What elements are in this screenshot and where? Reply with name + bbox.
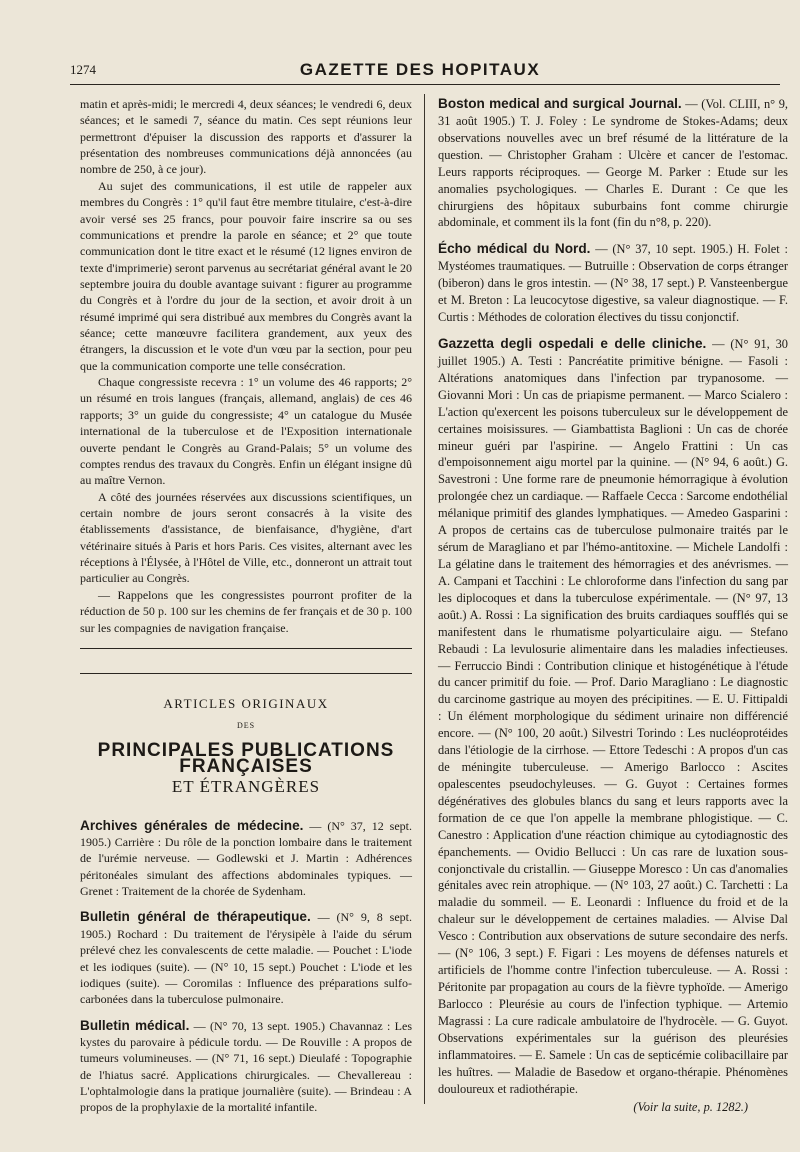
section-end-rule xyxy=(80,648,412,649)
publication-entry xyxy=(438,336,788,1097)
publication-entry xyxy=(80,1018,412,1116)
paragraph: Au sujet des communications, il est utile de rappeler aux membres du Congrès : 1° qu'il faut être membre titulaire, c'est-à-dire avoir versé ses 25 francs, pour pouvoir faire inscrire sa ou ses communications et prendre la parole en séance; et 2° que toute communication dont le titre exact et le résumé (12 lignes environ de texte d'imprimerie) seront parvenus au secrétariat général avant le 20 septembre jouira du double avantage suivant : figurer au programme du Congrès et à l'ordre du jour de la section, et avoir droit à un résumé imprimé qui sera distribué aux membres du Congrès avant la séance; cette manœuvre facilitera grandement, aux yeux des étrangers, la discussion et le vote d'un vœu par la section, pour peu que la communication comporte une telle consécration. xyxy=(80,178,412,373)
section-heading-line-4: ET ÉTRANGÈRES xyxy=(171,777,321,797)
page-header xyxy=(60,56,780,86)
continued-note: (Voir la suite, p. 1282.) xyxy=(633,1100,748,1115)
paragraph: A côté des journées réservées aux discussions scientifiques, un certain nombre de jours seront consacrés à la visite des établissements d'assistance, de bienfaisance, d'hygiène, d'art vétérinaire situés à Paris et hors Paris. Ces visites, alternant avec les réceptions à l'Élysée, à l'Hôtel de Ville, etc., donneront un attrait tout particulier au Congrès. xyxy=(80,489,412,586)
journal-title: Archives générales de médecine. xyxy=(80,817,304,833)
running-title: GAZETTE DES HOPITAUX xyxy=(299,60,541,79)
section-rule xyxy=(80,673,412,674)
journal-title: Bulletin médical. xyxy=(80,1017,190,1033)
entry-text: — (N° 9, 8 sept. 1905.) Rochard : Du traitement de l'érysipèle à l'aide du sérum prélevé chez les convalescents de cette maladie. — Pouchet : L'iode et les iodiques (suite). — (N° 10, 15 sept.) Pouchet : L'iode et les iodiques (suite). — Coromilas : Influence des préparations sulfo-carbonées dans la tuberculose pulmonaire. xyxy=(80,910,412,1007)
entry-text: — (N° 37, 12 sept. 1905.) Carrière : Du rôle de la ponction lombaire dans le traitement de l'urémie nerveuse. — Godlewski et J. Martin : Adhérences péritonéales simulant des affections abdominales typiques. — Grenet : Traitement de la chorée de Sydenham. xyxy=(80,818,412,899)
section-heading-line-3: PRINCIPALES PUBLICATIONS FRANÇAISES xyxy=(97,739,395,777)
publication-entry xyxy=(438,241,788,326)
journal-title: Bulletin général de thérapeutique. xyxy=(80,909,311,925)
entry-text: — (N° 70, 13 sept. 1905.) Chavannaz : Les kystes du parovaire à pédicule tordu. — De Rouville : A propos de tumeurs volumineuses. — (N° 71, 16 sept.) Dieulafé : Topographie de l'hiatus sacré. Applications chirurgicales. — Chevallereau : L'ophtalmologie dans la pratique journalière (suite). — Brindeau : A propos de la prophylaxie de la mortalité infantile. xyxy=(80,1018,412,1115)
journal-title: Boston medical and surgical Journal. xyxy=(438,96,682,111)
right-column xyxy=(438,96,788,1116)
paragraph: Chaque congressiste recevra : 1° un volume des 46 rapports; 2° un résumé en trois langues (français, allemand, anglais) de ces 46 rapports; 3° un guide du congressiste; 4° un catalogue du Musée international de la tuberculose et de l'Exposition internationale ouverte pendant le Congrès au Grand-Palais; 5° un volume des comptes rendus des travaux du Congrès. Enfin un élégant insigne dû au maître Vernon. xyxy=(80,375,412,488)
column-divider xyxy=(424,94,425,1104)
entry-text: — (Vol. CLIII, n° 9, 31 août 1905.) T. J. Foley : Le syndrome de Stokes-Adams; deux observations nouvelles avec un bref résumé de la littérature de la question. — Christopher Graham : Ulcère et cancer de l'estomac. Leurs rapports réciproques. — George M. Parker : Etude sur les anomalies psychologiques. — Charles E. Durant : Ce que les chirurgiens des hôpitaux suburbains font comme chirurgie abdominale, et comment ils la font (fin du n°8, p. 220). xyxy=(438,97,788,230)
publication-entry xyxy=(80,909,412,1007)
header-rule xyxy=(70,84,780,85)
section-heading-line-1: ARTICLES ORIGINAUX xyxy=(163,695,329,711)
section-heading-line-2: DES xyxy=(236,721,256,731)
publication-entry xyxy=(80,818,412,900)
entry-text: — (N° 37, 10 sept. 1905.) H. Folet : Mystéomes traumatiques. — Butruille : Observation de corps étranger (biberon) dans le gros intestin. — (N° 38, 17 sept.) P. Vansteenbergue et M. Breton : La leucocytose digestive, sa valeur diagnostique. — F. Curtis : Méthodes de coloration électives du tissu conjonctif. xyxy=(438,242,788,325)
page-number: 1274 xyxy=(70,62,96,77)
paragraph: matin et après-midi; le mercredi 4, deux séances; le vendredi 6, deux séances; et le samedi 7, séance du matin. Ces sept réunions leur permettront d'épuiser la discussion des rapports et d'assurer la présentation des nombreuses communications déjà annoncées (au nombre de 250, à ce jour). xyxy=(80,97,412,177)
publication-entry xyxy=(438,96,788,231)
journal-title: Écho médical du Nord. xyxy=(438,241,591,257)
entry-text: — (N° 91, 30 juillet 1905.) A. Testi : Pancréatite primitive bénigne. — Fasoli : Altérations anatomiques dans l'infection par trypanosome. — Giovanni Mori : Un cas de priapisme permanent. — Marco Scialero : L'action qu'exercent les poisons tuberculeux sur le développement de certaines moisissures. — Giambattista Baglioni : Un cas de chorée mineur guéri par l'aspirine. — Angelo Frattini : Un cas d'empoisonnement aigu mortel par la quinine. — (N° 94, 6 août.) G. Savestroni : Une forme rare de pneumonie hémorragique à évolution prolongée chez un cardiaque. — Raffaele Cecca : Sarcome endothélial mélanique primitif des glandes lymphatiques. — Amedeo Gasparini : A propos de certains cas de tuberculose pulmonaire traités par le sérum de Maragliano et par l'hémo-antitoxine. — Michele Landolfi : La gélatine dans le traitement des hémorragies et des anévrismes. — A. Campani et Tacchini : Le chloroforme dans l'infection du sang par les diplocoques et dans la tuberculose expérimentale. — (N° 97, 13 août.) A. Rossi : La signification des bruits cardiaques soufflés qui se manifestent dans le rhumatisme polyarticulaire aigu. — Stefano Rebaudi : La levulosurie alimentaire dans les maladies infectieuses. — Ferruccio Bindi : Contribution clinique et histogénétique à l'étude du cancer primitif du foie. — Prof. Dario Maragliano : Le diagnostic du carcinome gastrique au moyen des précipitines. — E. U. Fittipaldi : Un élément morphologique du sédiment urinaire non différencié encore. — (N° 100, 20 août.) Silvestri Torindo : Les nucléoprotéides dans l'étiologie de la cirrhose. — Ettore Tedeschi : A propos d'un cas de méningite tuberculeuse. — Amerigo Barlocco : Ascites opalescentes pseudochyleuses. — G. Guyot : Certaines formes dégénératives des globules blancs du sang et leurs rapports avec la formation de ce que l'on appelle la membrane phlogistique. — C. Canestro : Application d'une réaction chimique au cytodiagnostic des épanchements. — Ovidio Bellucci : Un cas rare de luxation sous-conjonctivale du cristallin. — Giuseppe Moresco : Un cas d'anomalies génitales avec rein atrophique. — (N° 103, 27 août.) C. Tarchetti : La maladie du sommeil. — E. Leonardi : Influence du froid et de la chaleur sur le développement de certaines maladies. — Alvise Dal Vesco : Contribution aux observations de suture secondaire des nerfs. — (N° 106, 3 sept.) F. Figari : Les moyens de défenses naturels et artificiels de l'homme contre l'infection tuberculeuse. — A. Rossi : Péritonite par propagation au cours de la fièvre typhoïde. — Amerigo Barlocco : Pleurésie au cours de l'infection typhique. — Artemio Magrassi : La cure radicale ambulatoire de l'hydrocèle. — G. Guyot. Observations expérimentales sur la guérison des pleurésies inflammatoires. — E. Samele : Un cas de septicémie colibacillaire par les huîtres. — Maladie de Basedow et organo-thérapie. Phénomènes douloureux et radiothérapie. xyxy=(438,336,788,1096)
paragraph: — Rappelons que les congressistes pourront profiter de la réduction de 50 p. 100 sur les chemins de fer français et de 30 p. 100 sur les compagnies de navigation française. xyxy=(80,587,412,635)
section-heading xyxy=(80,673,412,796)
journal-title: Gazzetta degli ospedali e delle cliniche. xyxy=(438,335,707,351)
left-column xyxy=(80,96,412,1116)
